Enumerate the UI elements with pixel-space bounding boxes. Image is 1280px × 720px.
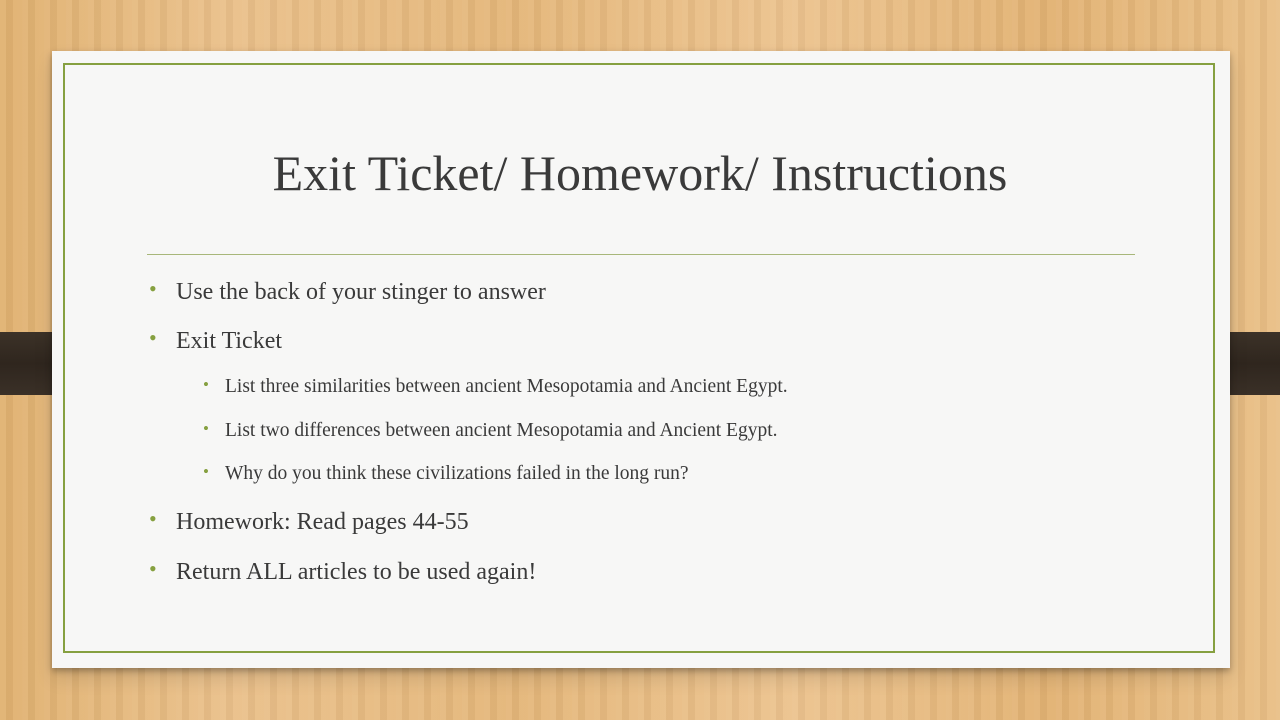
bullet-text: Exit Ticket	[176, 328, 283, 354]
bullet-icon: •	[149, 556, 157, 581]
sub-bullet-similarities	[203, 375, 788, 399]
slide-title: Exit Ticket/ Homework/ Instructions	[272, 145, 1008, 201]
bullet-text: Use the back of your stinger to answer	[176, 279, 546, 305]
sub-bullet-differences	[203, 419, 778, 443]
bullet-text: List three similarities between ancient Mesopotamia and Ancient Egypt.	[225, 376, 788, 397]
bullet-icon: •	[203, 462, 209, 481]
bullet-icon: •	[149, 276, 157, 301]
sub-bullet-failed	[203, 462, 689, 486]
bullet-icon: •	[149, 506, 157, 531]
bullet-item-return-articles	[149, 556, 537, 586]
bullet-item-exit-ticket	[149, 325, 283, 355]
bullet-icon: •	[203, 375, 209, 394]
bullet-icon: •	[203, 419, 209, 438]
bullet-item-homework	[149, 506, 469, 536]
bullet-text: List two differences between ancient Mesopotamia and Ancient Egypt.	[225, 420, 778, 441]
bullet-text: Homework: Read pages 44-55	[176, 509, 469, 535]
bullet-text: Return ALL articles to be used again!	[176, 559, 537, 585]
bullet-item-stinger	[149, 276, 546, 306]
bullet-text: Why do you think these civilizations failed in the long run?	[225, 463, 689, 484]
bullet-icon: •	[149, 325, 157, 350]
